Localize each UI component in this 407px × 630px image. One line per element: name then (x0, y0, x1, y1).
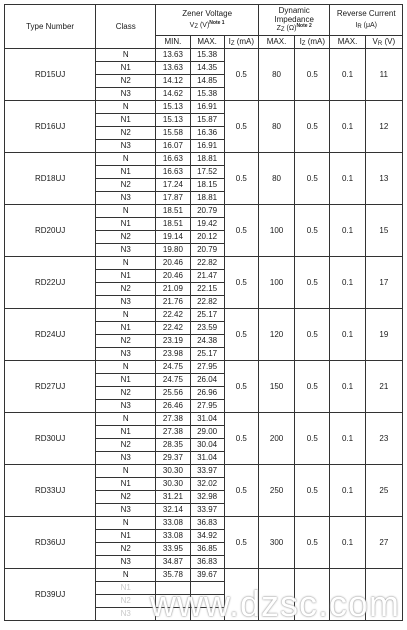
class-cell: N1 (96, 374, 156, 387)
max-cell: 18.81 (190, 192, 224, 205)
class-cell: N1 (96, 426, 156, 439)
min-cell: 23.98 (156, 348, 190, 361)
class-cell: N3 (96, 504, 156, 517)
min-cell: 26.46 (156, 400, 190, 413)
class-cell: N1 (96, 114, 156, 127)
max-cell: 20.12 (190, 231, 224, 244)
table-row (5, 569, 403, 582)
zz-iz-cell: 0.5 (295, 361, 330, 413)
min-cell: 16.63 (156, 166, 190, 179)
header-vr: VR (V) (365, 36, 402, 49)
class-cell: N (96, 517, 156, 530)
header-type-number: Type Number (5, 5, 96, 49)
class-cell: N2 (96, 231, 156, 244)
ir-max-cell: 0.1 (330, 257, 365, 309)
max-cell: 15.87 (190, 114, 224, 127)
max-cell: 16.91 (190, 140, 224, 153)
vr-cell: 21 (365, 361, 402, 413)
vr-cell: 15 (365, 205, 402, 257)
vr-cell: 25 (365, 465, 402, 517)
class-cell: N1 (96, 166, 156, 179)
header-class: Class (96, 5, 156, 49)
zz-iz-cell: 0.5 (295, 205, 330, 257)
class-cell: N2 (96, 595, 156, 608)
zz-iz-cell: 0.5 (295, 101, 330, 153)
type-number-cell: RD20UJ (5, 205, 96, 257)
min-cell: 25.56 (156, 387, 190, 400)
iz-cell: 0.5 (224, 257, 258, 309)
iz-cell: 0.5 (224, 361, 258, 413)
max-cell: 17.52 (190, 166, 224, 179)
type-number-cell: RD22UJ (5, 257, 96, 309)
zz-iz-cell: 0.5 (295, 517, 330, 569)
zz-max-cell: 200 (258, 413, 294, 465)
min-cell: 15.13 (156, 101, 190, 114)
max-cell: 14.35 (190, 62, 224, 75)
min-cell: 30.30 (156, 465, 190, 478)
class-cell: N (96, 309, 156, 322)
max-cell: 31.04 (190, 452, 224, 465)
max-cell: 34.92 (190, 530, 224, 543)
table-body (5, 49, 403, 624)
ir-max-cell: 0.1 (330, 101, 365, 153)
type-number-cell: RD33UJ (5, 465, 96, 517)
ir-max-cell: 0.1 (330, 517, 365, 569)
min-cell: 14.62 (156, 88, 190, 101)
watermark: www.dzsc.com (150, 583, 401, 624)
type-number-cell: RD27UJ (5, 361, 96, 413)
table-row (5, 465, 403, 478)
class-cell: N3 (96, 400, 156, 413)
zz-iz-cell: 0.5 (295, 413, 330, 465)
iz-cell: 0.5 (224, 309, 258, 361)
class-cell: N2 (96, 543, 156, 556)
class-cell: N1 (96, 322, 156, 335)
max-cell: 36.83 (190, 556, 224, 569)
min-cell: 19.80 (156, 244, 190, 257)
max-cell: 36.83 (190, 517, 224, 530)
class-cell: N3 (96, 192, 156, 205)
vr-cell: 27 (365, 517, 402, 569)
min-cell: 22.42 (156, 322, 190, 335)
max-cell: 27.95 (190, 400, 224, 413)
class-cell: N1 (96, 218, 156, 231)
class-cell: N (96, 101, 156, 114)
class-cell: N1 (96, 270, 156, 283)
type-number-cell: RD36UJ (5, 517, 96, 569)
ir-max-cell: 0.1 (330, 413, 365, 465)
max-cell: 23.59 (190, 322, 224, 335)
max-cell: 14.85 (190, 75, 224, 88)
class-cell: N3 (96, 452, 156, 465)
table-row (5, 101, 403, 114)
min-cell: 31.21 (156, 491, 190, 504)
zz-max-cell: 250 (258, 465, 294, 517)
max-cell: 18.81 (190, 153, 224, 166)
iz-cell: 0.5 (224, 413, 258, 465)
iz-cell: 0.5 (224, 49, 258, 101)
type-number-cell: RD15UJ (5, 49, 96, 101)
zz-iz-cell: 0.5 (295, 257, 330, 309)
min-cell: 28.35 (156, 439, 190, 452)
class-cell: N (96, 413, 156, 426)
max-cell: 30.04 (190, 439, 224, 452)
min-cell: 33.95 (156, 543, 190, 556)
table-row (5, 49, 403, 62)
min-cell: 15.13 (156, 114, 190, 127)
min-cell: 30.30 (156, 478, 190, 491)
zz-max-cell: 100 (258, 205, 294, 257)
zz-max-cell: 80 (258, 49, 294, 101)
zener-spec-table (4, 4, 403, 624)
class-cell: N2 (96, 387, 156, 400)
zz-max-cell: 80 (258, 101, 294, 153)
min-cell: 14.12 (156, 75, 190, 88)
max-cell: 26.96 (190, 387, 224, 400)
class-cell: N1 (96, 62, 156, 75)
class-cell: N2 (96, 335, 156, 348)
max-cell: 33.97 (190, 465, 224, 478)
class-cell: N (96, 153, 156, 166)
class-cell: N (96, 49, 156, 62)
min-cell: 35.78 (156, 569, 190, 582)
class-cell: N3 (96, 88, 156, 101)
header-max: MAX. (190, 36, 224, 49)
table-row (5, 413, 403, 426)
class-cell: N (96, 361, 156, 374)
vr-cell: 12 (365, 101, 402, 153)
vr-cell: 11 (365, 49, 402, 101)
max-cell: 25.17 (190, 348, 224, 361)
min-cell: 18.51 (156, 218, 190, 231)
zz-max-cell: 80 (258, 153, 294, 205)
class-cell: N (96, 465, 156, 478)
zz-iz-cell: 0.5 (295, 309, 330, 361)
max-cell: 21.47 (190, 270, 224, 283)
iz-cell: 0.5 (224, 465, 258, 517)
min-cell: 18.51 (156, 205, 190, 218)
ir-max-cell: 0.1 (330, 205, 365, 257)
vr-cell: 13 (365, 153, 402, 205)
class-cell: N2 (96, 439, 156, 452)
min-cell: 29.37 (156, 452, 190, 465)
header-ir-max: MAX. (330, 36, 365, 49)
max-cell: 18.15 (190, 179, 224, 192)
class-cell: N2 (96, 179, 156, 192)
class-cell: N1 (96, 478, 156, 491)
class-cell: N3 (96, 140, 156, 153)
ir-max-cell: 0.1 (330, 465, 365, 517)
type-number-cell: RD30UJ (5, 413, 96, 465)
min-cell: 34.87 (156, 556, 190, 569)
header-zz-iz: IZ (mA) (295, 36, 330, 49)
vr-cell: 23 (365, 413, 402, 465)
class-cell: N2 (96, 75, 156, 88)
class-cell: N3 (96, 608, 156, 621)
header-dynamic-impedance: Dynamic Impedance ZZ $(\Omega)^{Note 2}$ (258, 5, 330, 36)
type-number-cell: RD18UJ (5, 153, 96, 205)
min-cell: 24.75 (156, 374, 190, 387)
min-cell: 13.63 (156, 49, 190, 62)
header-zz-max: MAX. (258, 36, 294, 49)
max-cell: 33.97 (190, 504, 224, 517)
min-cell: 17.87 (156, 192, 190, 205)
class-cell: N1 (96, 582, 156, 595)
min-cell: 16.07 (156, 140, 190, 153)
min-cell: 15.58 (156, 127, 190, 140)
zz-max-cell: 120 (258, 309, 294, 361)
max-cell: 27.95 (190, 361, 224, 374)
type-number-cell: RD24UJ (5, 309, 96, 361)
vr-cell: 19 (365, 309, 402, 361)
class-cell: N (96, 205, 156, 218)
class-cell: N3 (96, 348, 156, 361)
type-number-cell: RD16UJ (5, 101, 96, 153)
max-cell: 15.38 (190, 49, 224, 62)
zz-max-cell: 300 (258, 517, 294, 569)
min-cell: 33.08 (156, 517, 190, 530)
max-cell: 20.79 (190, 244, 224, 257)
zz-max-cell: 150 (258, 361, 294, 413)
type-number-cell: RD39UJ (5, 569, 96, 621)
class-cell: N2 (96, 127, 156, 140)
min-cell: 13.63 (156, 62, 190, 75)
max-cell: 25.17 (190, 309, 224, 322)
max-cell: 16.91 (190, 101, 224, 114)
ir-max-cell: 0.1 (330, 49, 365, 101)
zz-iz-cell: 0.5 (295, 153, 330, 205)
min-cell: 17.24 (156, 179, 190, 192)
min-cell: 32.14 (156, 504, 190, 517)
table-row (5, 205, 403, 218)
min-cell: 24.75 (156, 361, 190, 374)
class-cell: N2 (96, 283, 156, 296)
max-cell: 24.38 (190, 335, 224, 348)
max-cell: 32.02 (190, 478, 224, 491)
min-cell: 19.14 (156, 231, 190, 244)
max-cell: 31.04 (190, 413, 224, 426)
class-cell: N3 (96, 556, 156, 569)
min-cell: 16.63 (156, 153, 190, 166)
max-cell: 19.42 (190, 218, 224, 231)
header-min: MIN. (156, 36, 190, 49)
min-cell: 23.19 (156, 335, 190, 348)
class-cell: N1 (96, 530, 156, 543)
iz-cell: 0.5 (224, 153, 258, 205)
class-cell: N2 (96, 491, 156, 504)
max-cell: 15.38 (190, 88, 224, 101)
max-cell: 32.98 (190, 491, 224, 504)
max-cell: 29.00 (190, 426, 224, 439)
vr-cell: 17 (365, 257, 402, 309)
zz-iz-cell: 0.5 (295, 465, 330, 517)
min-cell: 21.09 (156, 283, 190, 296)
iz-cell: 0.5 (224, 205, 258, 257)
ir-max-cell: 0.1 (330, 361, 365, 413)
max-cell: 20.79 (190, 205, 224, 218)
max-cell: 16.36 (190, 127, 224, 140)
iz-cell: 0.5 (224, 101, 258, 153)
max-cell: 22.82 (190, 257, 224, 270)
max-cell: 22.82 (190, 296, 224, 309)
max-cell: 39.67 (190, 569, 224, 582)
class-cell: N (96, 569, 156, 582)
class-cell: N3 (96, 296, 156, 309)
min-cell: 20.46 (156, 270, 190, 283)
max-cell: 36.85 (190, 543, 224, 556)
header-reverse-current: Reverse Current IR (μA) (330, 5, 403, 36)
header-zener-voltage: Zener Voltage VZ $(V)^{Note 1}$ (156, 5, 259, 36)
min-cell: 27.38 (156, 426, 190, 439)
table-row (5, 309, 403, 322)
min-cell: 27.38 (156, 413, 190, 426)
table-row (5, 153, 403, 166)
min-cell: 20.46 (156, 257, 190, 270)
zz-iz-cell: 0.5 (295, 49, 330, 101)
table-row (5, 361, 403, 374)
min-cell: 22.42 (156, 309, 190, 322)
iz-cell: 0.5 (224, 517, 258, 569)
max-cell: 26.04 (190, 374, 224, 387)
ir-max-cell: 0.1 (330, 153, 365, 205)
zz-max-cell: 100 (258, 257, 294, 309)
table-row (5, 257, 403, 270)
class-cell: N (96, 257, 156, 270)
max-cell: 22.15 (190, 283, 224, 296)
table-row (5, 517, 403, 530)
ir-max-cell: 0.1 (330, 309, 365, 361)
min-cell: 33.08 (156, 530, 190, 543)
class-cell: N3 (96, 244, 156, 257)
min-cell: 21.76 (156, 296, 190, 309)
header-iz: IZ (mA) (224, 36, 258, 49)
